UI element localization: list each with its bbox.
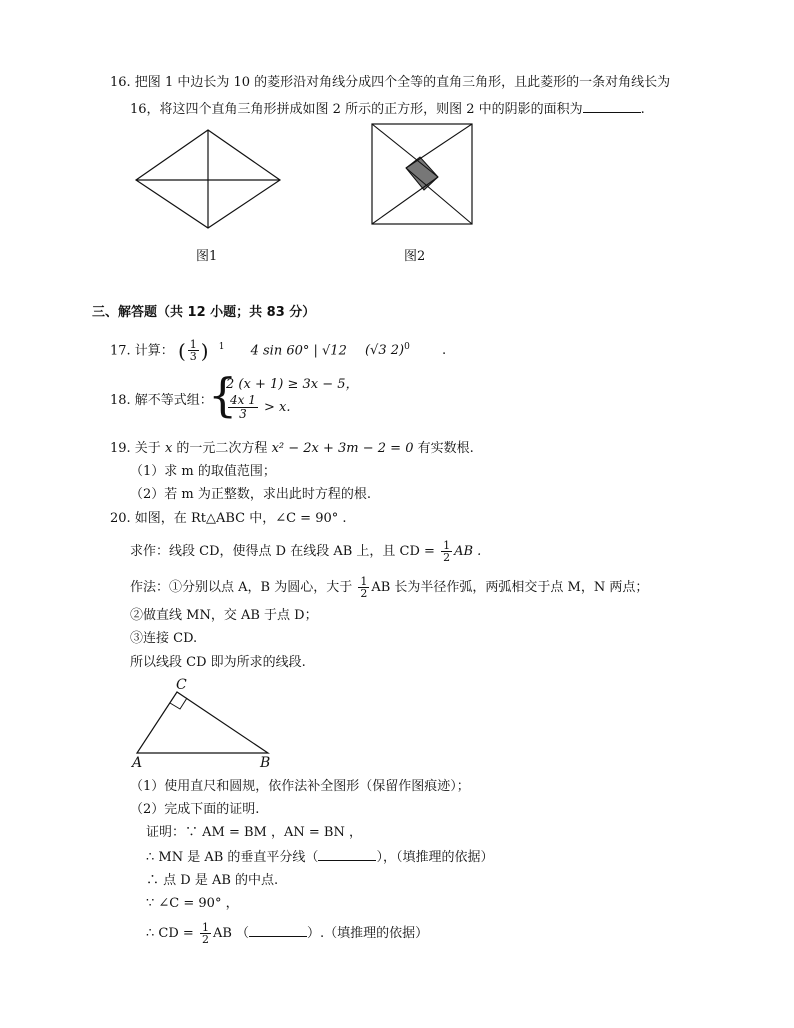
q19-mid: 的一元二次方程 bbox=[172, 441, 272, 456]
label-a: A bbox=[132, 755, 143, 771]
q17-prefix: 17. 计算： bbox=[110, 343, 174, 359]
q20-proof5-half bbox=[200, 922, 211, 945]
q18-inequality-1: 2 (x + 1) ≥ 3x − 5， bbox=[226, 377, 359, 392]
q20-method1-half-den: 2 bbox=[360, 587, 368, 600]
q17-frac-num: 1 bbox=[189, 338, 197, 352]
q16-line1: 16. 把图 1 中边长为 10 的菱形沿对角线分成四个全等的直角三角形，且此菱形的一条对角线长为 bbox=[110, 75, 671, 90]
q20-method3: ③连接 CD. bbox=[130, 631, 198, 646]
q19-sub2: （2）若 m 为正整数，求出此时方程的根. bbox=[130, 487, 371, 502]
q16-line2 bbox=[130, 100, 645, 119]
q20-proof2-prefix: ∴ MN 是 AB 的垂直平分线（ bbox=[146, 850, 319, 865]
q20-line1: 20. 如图，在 Rt△ABC 中，∠C = 90° . bbox=[110, 511, 347, 526]
label-b: B bbox=[260, 755, 271, 771]
q20-sub2: （2）完成下面的证明. bbox=[130, 802, 260, 817]
q19-var: x bbox=[164, 441, 173, 456]
q20-proof1: 证明：∵ AM = BM ，AN = BN ， bbox=[146, 825, 362, 840]
q18-prefix: 18. 解不等式组： bbox=[110, 393, 213, 408]
q16-line2-end: . bbox=[640, 102, 645, 117]
q17-end: . bbox=[441, 343, 447, 359]
q18-inequality-2 bbox=[226, 394, 291, 421]
q19-sub1: （1）求 m 的取值范围； bbox=[130, 464, 276, 479]
q20-task-half-num: 1 bbox=[443, 539, 451, 552]
q20-proof2-suffix: ），（填推理的依据） bbox=[376, 850, 494, 865]
label-c: C bbox=[176, 677, 187, 693]
q20-proof4: ∵ ∠C = 90° ， bbox=[146, 896, 239, 911]
q18-ineq2-tail: > x. bbox=[264, 400, 291, 415]
q20-blank-2[interactable] bbox=[249, 924, 307, 937]
q19-equation: x² − 2x + 3m − 2 = 0 bbox=[271, 441, 414, 456]
q16-line2-text: 16，将这四个直角三角形拼成如图 2 所示的正方形，则图 2 中的阴影的面积为 bbox=[130, 102, 583, 117]
q19-suffix: 有实数根. bbox=[413, 441, 474, 456]
q17-exponent-1: 1 bbox=[218, 342, 225, 352]
q20-proof3: ∴ 点 D 是 AB 的中点. bbox=[146, 873, 279, 888]
q20-proof5-suffix: AB （ bbox=[212, 926, 250, 941]
q17-frac-den: 3 bbox=[189, 350, 197, 364]
q20-proof5-end: ）.（填推理的依据） bbox=[307, 926, 429, 941]
figure-2-caption: 图2 bbox=[404, 249, 426, 264]
q20-conclusion: 所以线段 CD 即为所求的线段. bbox=[130, 655, 306, 670]
q20-blank-1[interactable] bbox=[318, 848, 376, 861]
q17-exponent-0: 0 bbox=[404, 342, 410, 352]
q17 bbox=[110, 338, 446, 362]
q20-proof5-half-den: 2 bbox=[201, 933, 209, 946]
q18-frac-num: 4x 1 bbox=[230, 393, 256, 407]
q18-brace: { bbox=[208, 368, 238, 422]
q20-proof5-prefix: ∴ CD = bbox=[146, 926, 198, 941]
section-3-title: 三、解答题（共 12 小题；共 83 分） bbox=[92, 305, 316, 320]
q20-sub1: （1）使用直尺和圆规，依作法补全图形（保留作图痕迹）； bbox=[130, 779, 470, 794]
q20-proof5-half-num: 1 bbox=[201, 921, 209, 934]
q20-proof2 bbox=[146, 848, 493, 867]
q17-paren-term: (√3 2) bbox=[364, 343, 405, 359]
q20-method1-half-num: 1 bbox=[360, 575, 368, 588]
q17-fraction bbox=[188, 339, 199, 362]
q18-frac-den: 3 bbox=[239, 407, 247, 421]
q20-task-prefix: 求作：线段 CD，使得点 D 在线段 AB 上，且 CD = bbox=[130, 544, 440, 559]
q17-expression: 4 sin 60° | √12 bbox=[250, 343, 347, 359]
q20-method1-suffix: AB 长为半径作弧，两弧相交于点 M，N 两点； bbox=[371, 580, 649, 595]
q18-fraction bbox=[228, 394, 258, 421]
q20-task-half bbox=[441, 540, 452, 563]
q20-method2: ②做直线 MN，交 AB 于点 D； bbox=[130, 608, 318, 623]
q20-proof5 bbox=[146, 922, 428, 945]
q16-answer-blank[interactable] bbox=[583, 100, 641, 113]
q17-paren-open: ( bbox=[177, 338, 186, 363]
q20-method1-prefix: 作法：①分别以点 A，B 为圆心，大于 bbox=[130, 580, 357, 595]
q17-paren-close: ) bbox=[200, 338, 209, 363]
q20-task-half-den: 2 bbox=[443, 551, 451, 564]
q19-prefix: 19. 关于 bbox=[110, 441, 165, 456]
figure-1-caption: 图1 bbox=[196, 249, 218, 264]
q20-method1-half bbox=[358, 576, 369, 599]
q20-method1 bbox=[130, 576, 648, 599]
q20-task bbox=[130, 540, 481, 563]
q20-task-suffix: AB . bbox=[454, 544, 482, 559]
q19-line1 bbox=[110, 440, 474, 458]
